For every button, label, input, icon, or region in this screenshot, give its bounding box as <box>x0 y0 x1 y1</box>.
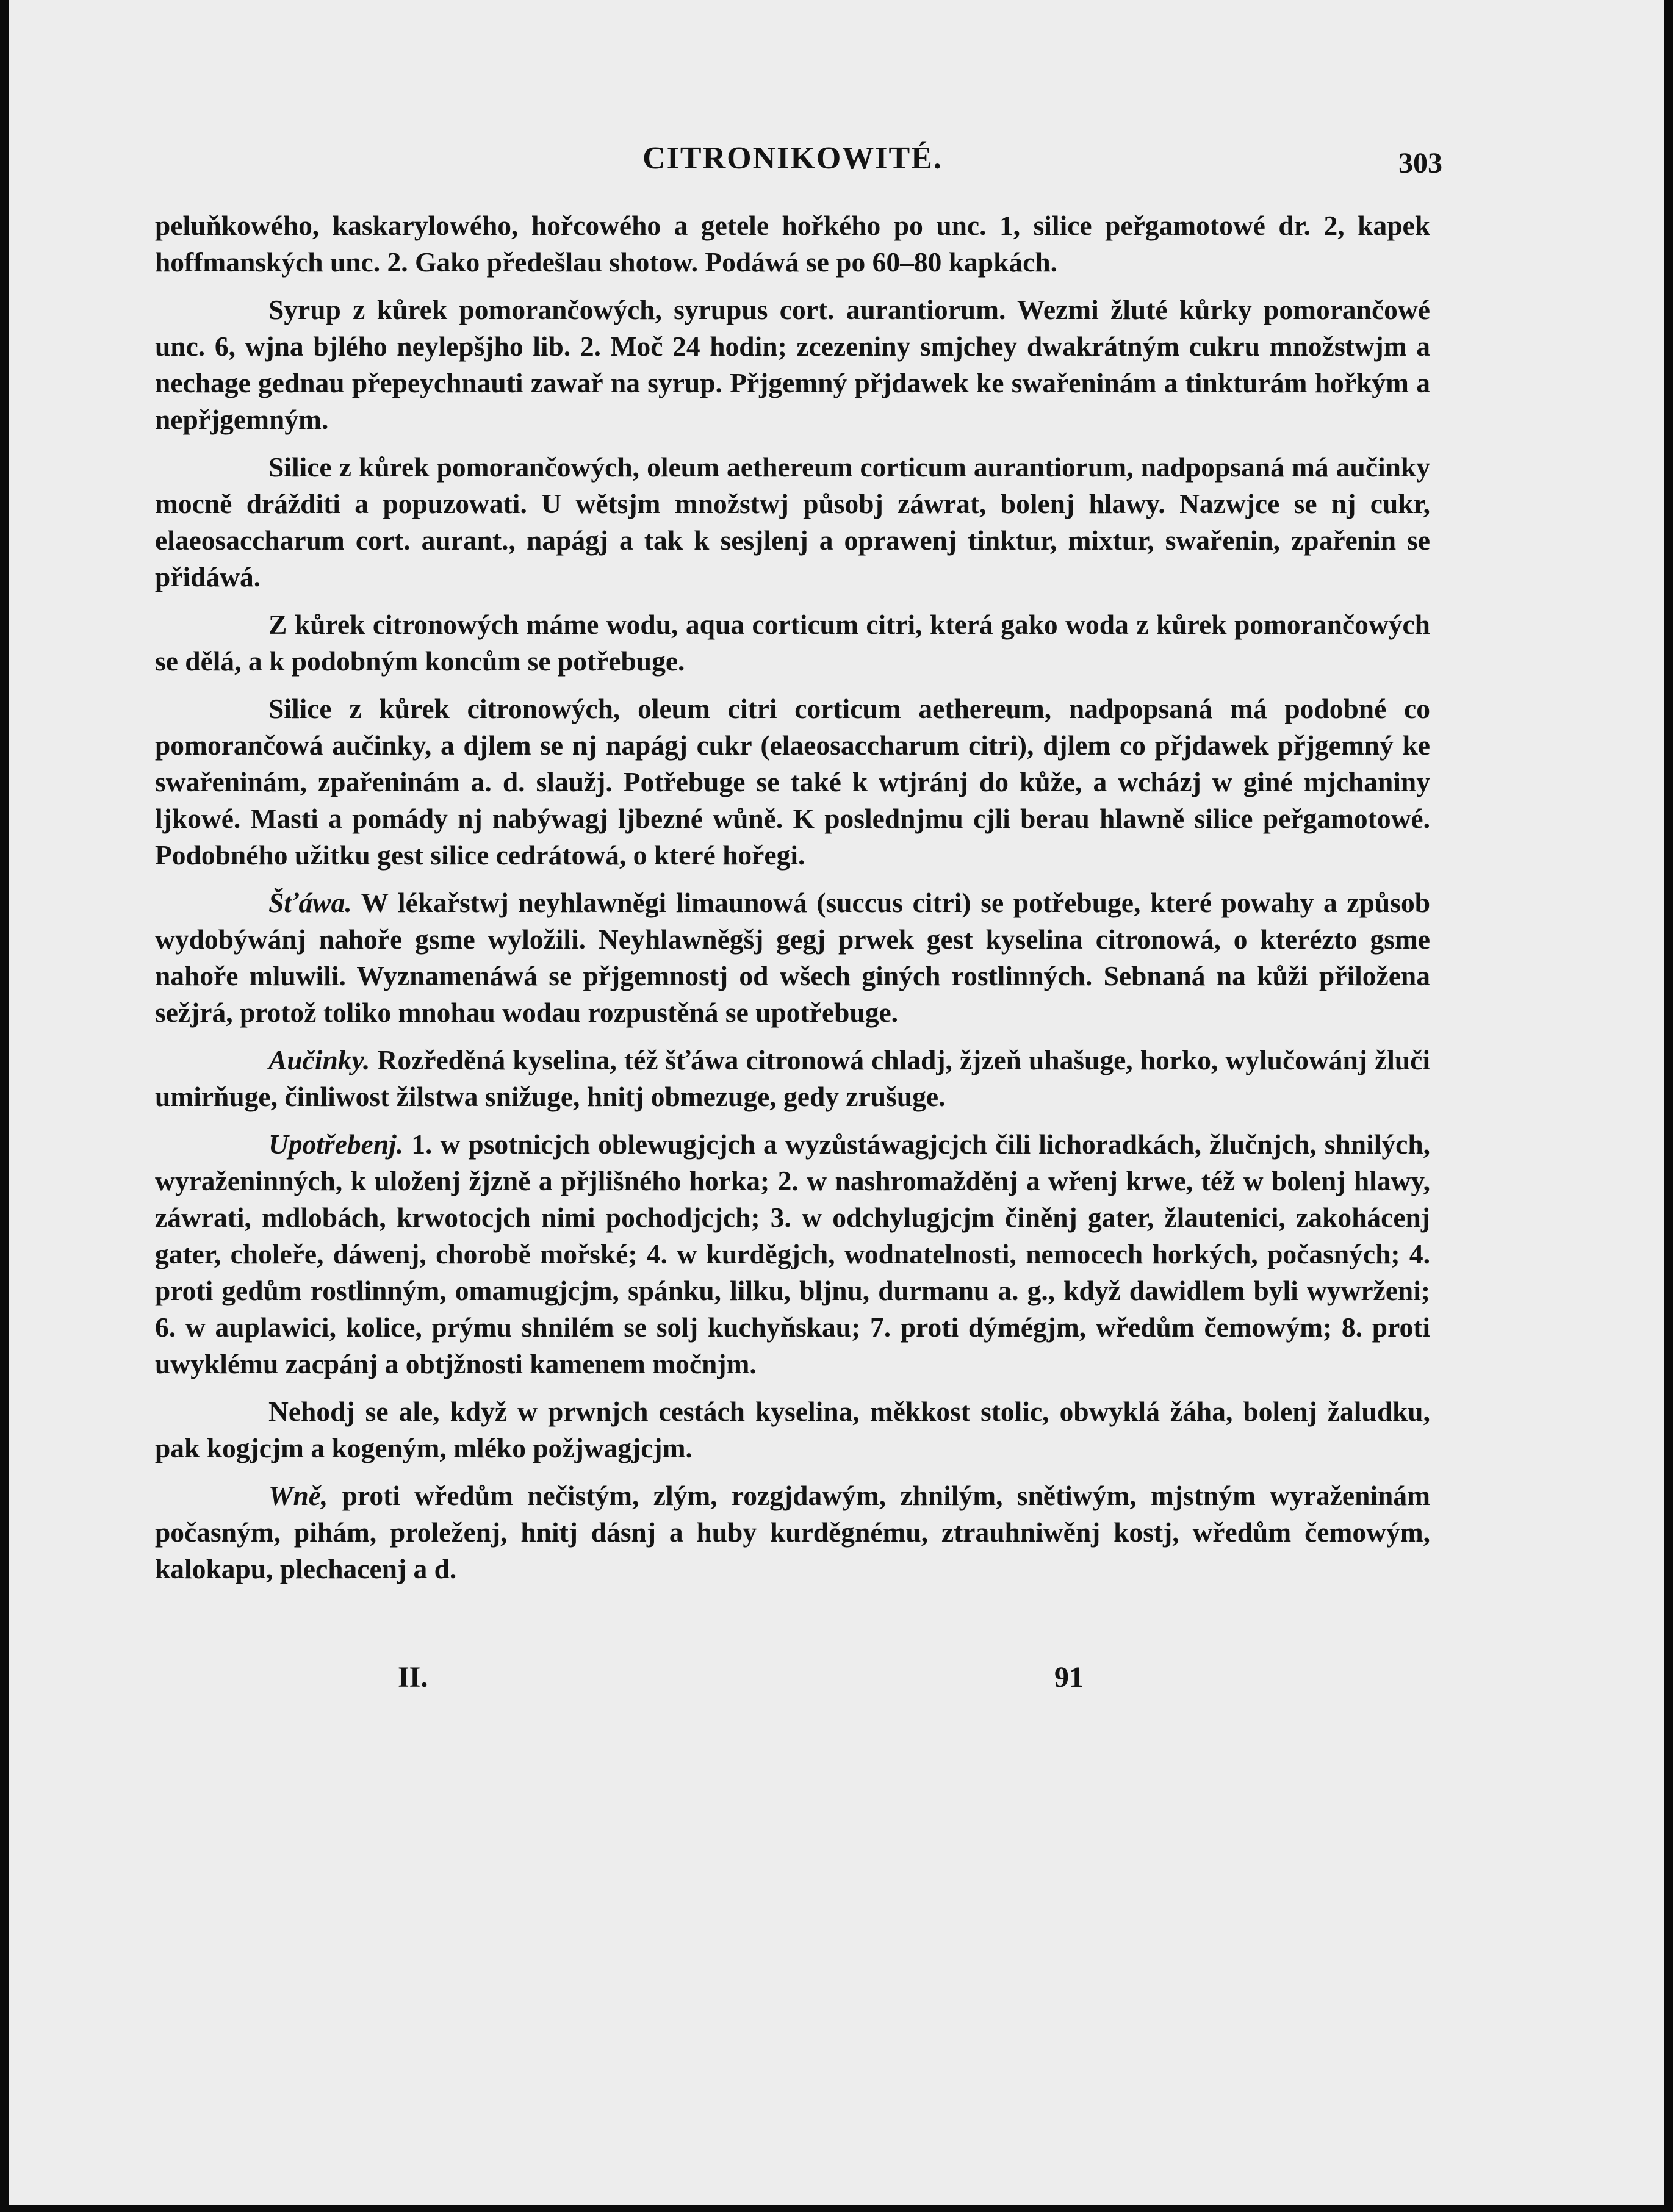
paragraph-lemon-oil-text: Silice z kůrek citronowých, oleum citri corticum aethereum, nadpopsaná má podobné co pomorančowá aučinky, a djlem se nj napágj cukr (elaeosaccharum citri), djlem co přjdawek přjgemný ke swařeninám, zpařeninám a. d. slaužj. Potřebuge se také k wtjránj do kůže, a wcházj w giné mjchaniny ljkowé. Masti a pomády nj nabýwagj ljbezné wůně. K poslednjmu cjli berau hlawně silice peřgamotowé. Podobného užitku gest silice cedrátowá, o které hořegi. <box>155 693 1430 871</box>
paragraph-lemon-water <box>155 606 1430 680</box>
running-title: CITRONIKOWITÉ. <box>642 141 943 176</box>
paragraph-usage-lead: Upotřebenj. <box>268 1129 404 1160</box>
page-header <box>155 140 1442 207</box>
paragraph-external <box>155 1478 1430 1587</box>
page-frame <box>9 0 1664 2205</box>
page-number: 303 <box>1398 147 1442 179</box>
paragraph-lemon-water-text: Z kůrek citronowých máme wodu, aqua corticum citri, která gako woda z kůrek pomorančowých se dělá, a k podobným koncům se potřebuge. <box>155 609 1430 677</box>
page-footer <box>155 1661 1430 1703</box>
paragraph-juice <box>155 885 1430 1031</box>
paragraph-orange-oil <box>155 449 1430 595</box>
paragraph-usage-text: 1. w psotnicjch oblewugjcjch a wyzůstáwagjcjch čili lichoradkách, žlučnjch, shnilých, wyraženinných, k uloženj žjzně a přjlišného horka; 2. w nashromažděnj a wřenj krwe, též w bolenj hlawy, záwrati, mdlobách, krwotocjch nimi pochodjcjch; 3. w odchylugjcjm činěnj gater, žlautenici, zakohácenj gater, choleře, dáwenj, chorobě mořské; 4. w kurděgjch, wodnatelnosti, nemocech horkých, počasných; 4. proti gedům rostlinným, omamugjcjm, spánku, lilku, bljnu, durmanu a. g., když dawidlem byli wywrženi; 6. w auplawici, kolice, prýmu shnilém se solj kuchyňskau; 7. proti dýmégjm, wředům čemowým; 8. proti uwyklému zacpánj a obtjžnosti kamenem močnjm. <box>155 1129 1430 1379</box>
paragraph-lemon-oil <box>155 691 1430 874</box>
paragraph-syrup-text: Syrup z kůrek pomorančowých, syrupus cort. aurantiorum. Wezmi žluté kůrky pomorančowé unc. 6, wjna bjlého neylepšjho lib. 2. Moč 24 hodin; zcezeniny smjchey dwakrátným cukru množstwjm a nechage gednau přepeychnauti zawař na syrup. Přjgemný přjdawek ke swařeninám a tinkturám hořkým a nepřjgemným. <box>155 294 1430 435</box>
paragraph-effects-lead: Aučinky. <box>268 1044 370 1075</box>
paragraph-external-text: proti wředům nečistým, zlým, rozgjdawým, zhnilým, snětiwým, mjstným wyraženinám počasným, pihám, proleženj, hnitj dásnj a huby kurděgnému, ztrauhniwěnj kostj, wředům čemowým, kalokapu, plechacenj a d. <box>155 1480 1431 1584</box>
paragraph-contraindications <box>155 1393 1430 1467</box>
paragraph-1 <box>155 207 1430 281</box>
paragraph-usage <box>155 1126 1430 1382</box>
paragraph-juice-lead: Šťáwa. <box>268 887 352 918</box>
paragraph-effects-text: Rozředěná kyselina, též šťáwa citronowá chladj, žjzeň uhašuge, horko, wylučowánj žluči umirňuge, činliwost žilstwa snižuge, hnitj obmezuge, gedy zrušuge. <box>155 1044 1431 1112</box>
paragraph-external-lead: Wně, <box>268 1480 328 1511</box>
paragraph-juice-text: W lékařstwj neyhlawněgi limaunowá (succus citri) se potřebuge, které powahy a způsob wydobýwánj nahoře gsme wyložili. Neyhlawněgšj gegj prwek gest kyselina citronowá, o kterézto gsme nahoře mluwili. Wyznamenáwá se přjgemnostj od wšech giných rostlinných. Sebnaná na kůži přiložena sežjrá, protož toliko mnohau wodau rozpustěná se upotřebuge. <box>155 887 1431 1028</box>
paragraph-syrup <box>155 292 1430 438</box>
book-page <box>155 140 1442 1703</box>
paragraph-effects <box>155 1042 1430 1115</box>
signature-mark: II. <box>398 1661 428 1693</box>
signature-number: 91 <box>1054 1661 1084 1693</box>
body-text <box>155 207 1430 1587</box>
paragraph-contraindications-text: Nehodj se ale, když w prwnjch cestách kyselina, měkkost stolic, obwyklá žáha, bolenj žaludku, pak kogjcjm a kogeným, mléko požjwagjcjm. <box>155 1396 1430 1463</box>
paragraph-orange-oil-text: Silice z kůrek pomorančowých, oleum aethereum corticum aurantiorum, nadpopsaná má aučinky mocně drážditi a popuzowati. U wětsjm množstwj působj záwrat, bolenj hlawy. Nazwjce se nj cukr, elaeosaccharum cort. aurant., napágj a tak k sesjlenj a oprawenj tinktur, mixtur, swařenin, zpařenin se přidáwá. <box>155 451 1430 592</box>
paragraph-1-text: peluňkowého, kaskarylowého, hořcowého a getele hořkého po unc. 1, silice peřgamotowé dr. 2, kapek hoffmanských unc. 2. Gako předešlau shotow. Podáwá se po 60–80 kapkách. <box>155 210 1430 278</box>
